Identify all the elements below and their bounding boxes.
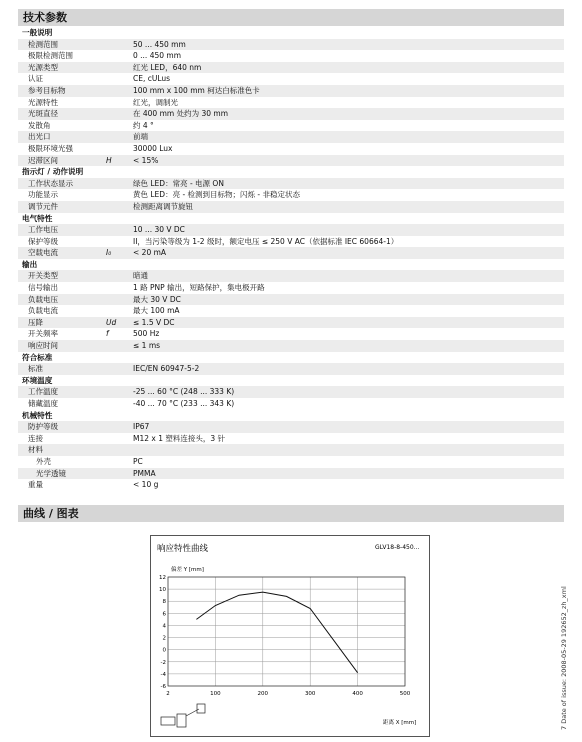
- spec-row: [18, 398, 564, 410]
- y-tick-label: 10: [159, 587, 166, 594]
- spec-label: 迟滞区间: [28, 155, 58, 165]
- y-tick-label: 8: [162, 599, 166, 606]
- spec-value: 检测距离调节旋钮: [133, 201, 193, 211]
- spec-value: 约 4 °: [133, 120, 154, 130]
- spec-row: [18, 178, 564, 190]
- spec-group-label: 电气特性: [22, 213, 53, 223]
- spec-label: 出光口: [28, 132, 51, 142]
- spec-label: 保护等级: [28, 236, 58, 246]
- spec-label: 重量: [28, 480, 43, 490]
- spec-symbol: Ud: [106, 317, 117, 327]
- curves-title: 曲线 / 图表: [23, 507, 79, 520]
- plot-border: [168, 577, 405, 686]
- spec-row: [18, 108, 564, 120]
- spec-label: 工作温度: [28, 387, 58, 397]
- spec-row: [18, 363, 564, 375]
- sensor-pictogram: [161, 717, 175, 725]
- spec-value: IEC/EN 60947-5-2: [133, 364, 200, 374]
- spec-value: 0 ... 450 mm: [133, 51, 182, 61]
- x-tick-label: 400: [352, 691, 363, 697]
- spec-label: 储藏温度: [28, 399, 58, 408]
- spec-value: 在 400 mm 处约为 30 mm: [133, 109, 229, 119]
- x-tick-label: 300: [304, 691, 316, 697]
- spec-symbol: H: [106, 155, 112, 165]
- spec-value: M12 x 1 塑料连接头，3 针: [133, 433, 226, 443]
- spec-label: 外壳: [36, 456, 51, 466]
- y-tick-label: 12: [159, 575, 166, 581]
- spec-label: 压降: [28, 317, 43, 327]
- x-axis-label: 距离 X [mm]: [383, 720, 417, 726]
- sensor-pictogram-target: [197, 704, 205, 713]
- spec-value: 100 mm x 100 mm 柯达白标准色卡: [133, 85, 260, 95]
- spec-row: [18, 189, 564, 201]
- spec-value: 最大 30 V DC: [133, 294, 181, 304]
- spec-group-label: 指示灯 / 动作说明: [22, 167, 84, 177]
- spec-row: [18, 294, 564, 306]
- spec-label: 光学透镜: [36, 468, 66, 478]
- tech-params-title: 技术参数: [23, 11, 67, 24]
- spec-value: CE, cULus: [133, 74, 171, 84]
- y-axis-label: 偏差 Y [mm]: [171, 567, 204, 573]
- y-tick-label: 2: [162, 635, 166, 642]
- spec-value: ≤ 1 ms: [133, 341, 161, 351]
- spec-row: [18, 386, 564, 398]
- spec-group-header: [18, 352, 564, 364]
- spec-label: 功能显示: [28, 190, 58, 200]
- spec-label: 负载电压: [28, 294, 58, 304]
- chart-model: GLV18-8-450...: [375, 544, 420, 551]
- spec-label: 检测范围: [28, 39, 58, 49]
- chart-svg: [151, 536, 429, 736]
- curves-header: [18, 505, 564, 522]
- x-tick-label: 500: [399, 691, 411, 697]
- spec-row: [18, 468, 564, 480]
- spec-value: PC: [133, 456, 143, 466]
- spec-value: 黄色 LED：亮 - 检测到目标物；闪烁 - 非稳定状态: [133, 190, 301, 200]
- spec-label: 参考目标物: [28, 85, 66, 95]
- spec-row: [18, 340, 564, 352]
- spec-value: -40 ... 70 °C (233 ... 343 K): [133, 399, 235, 408]
- spec-group-label: 一般说明: [22, 28, 53, 37]
- spec-row: [18, 62, 564, 74]
- spec-label: 极限检测范围: [28, 51, 73, 61]
- spec-row: [18, 456, 564, 468]
- spec-row: [18, 120, 564, 132]
- spec-value: < 20 mA: [133, 248, 167, 258]
- spec-row: [18, 97, 564, 109]
- spec-label: 工作电压: [28, 225, 58, 235]
- spec-row: [18, 201, 564, 213]
- spec-value: 最大 100 mA: [133, 306, 180, 316]
- spec-value: ≤ 1.5 V DC: [133, 317, 175, 327]
- spec-label: 认证: [28, 74, 43, 84]
- spec-label: 调节元件: [28, 201, 58, 211]
- spec-row: [18, 155, 564, 167]
- y-tick-label: 0: [162, 647, 166, 654]
- spec-row: [18, 85, 564, 97]
- spec-row: [18, 73, 564, 85]
- chart-title: 响应特性曲线: [157, 544, 209, 554]
- x-tick-label: 100: [210, 691, 221, 697]
- spec-group-header: [18, 375, 564, 387]
- spec-label: 工作状态显示: [28, 178, 73, 188]
- spec-label: 负载电流: [28, 306, 58, 316]
- sensor-pictogram-body: [177, 714, 186, 727]
- spec-label: 光源类型: [28, 62, 58, 72]
- y-tick-label: -2: [160, 659, 166, 666]
- spec-row: [18, 270, 564, 282]
- spec-value: IP67: [133, 422, 150, 432]
- y-tick-label: 4: [162, 623, 166, 630]
- y-tick-label: -4: [160, 671, 166, 678]
- spec-label: 响应时间: [28, 341, 58, 351]
- y-tick-label: 6: [162, 611, 166, 618]
- spec-row: [18, 328, 564, 340]
- spec-label: 信号输出: [28, 283, 58, 293]
- spec-value: 50 ... 450 mm: [133, 39, 186, 49]
- spec-label: 防护等级: [28, 422, 58, 432]
- spec-value: 500 Hz: [133, 329, 160, 339]
- spec-value: < 10 g: [133, 480, 159, 490]
- y-tick-label: -6: [160, 684, 166, 690]
- spec-group-header: [18, 27, 564, 39]
- tech-params-header: [18, 9, 564, 26]
- spec-row: [18, 236, 564, 248]
- spec-value: 30000 Lux: [133, 143, 173, 153]
- spec-value: II，当污染等级为 1-2 级时，额定电压 ≤ 250 V AC（依据标准 IEC 60664-1）: [133, 236, 399, 246]
- spec-row: [18, 305, 564, 317]
- spec-row: [18, 317, 564, 329]
- spec-row: [18, 39, 564, 51]
- spec-group-header: [18, 213, 564, 225]
- x-tick-label: 200: [257, 691, 269, 697]
- spec-symbol: I₀: [106, 248, 112, 258]
- spec-value: 前端: [133, 132, 148, 142]
- spec-group-header: [18, 410, 564, 422]
- spec-group-header: [18, 166, 564, 178]
- spec-row: [18, 143, 564, 155]
- spec-row: [18, 421, 564, 433]
- spec-group-label: 符合标准: [22, 352, 53, 362]
- spec-table: [18, 27, 564, 491]
- spec-label: 开关类型: [28, 271, 58, 281]
- issue-date-text: 7 Date of issue: 2008-05-29 192652_zh_xml: [560, 586, 568, 730]
- spec-label: 材料: [28, 445, 43, 455]
- spec-label: 发散角: [28, 120, 51, 130]
- spec-value: -25 ... 60 °C (248 ... 333 K): [133, 387, 235, 397]
- spec-label: 标准: [28, 364, 43, 374]
- spec-row: [18, 444, 564, 456]
- series-line: [196, 592, 357, 673]
- spec-label: 开关频率: [28, 329, 58, 339]
- spec-symbol: f: [106, 329, 109, 339]
- spec-row: [18, 247, 564, 259]
- spec-value: < 15%: [133, 155, 159, 165]
- spec-label: 连接: [28, 433, 43, 443]
- spec-row: [18, 224, 564, 236]
- spec-group-header: [18, 259, 564, 271]
- spec-label: 空载电流: [28, 248, 58, 258]
- spec-value: 红光，调制光: [133, 97, 178, 107]
- spec-value: 绿色 LED：常亮 - 电源 ON: [133, 178, 224, 188]
- spec-value: 1 路 PNP 输出，短路保护，集电极开路: [133, 283, 265, 293]
- spec-group-label: 环境温度: [22, 375, 53, 385]
- spec-group-label: 机械特性: [22, 410, 53, 420]
- spec-label: 光斑直径: [28, 109, 58, 119]
- spec-value: 红光 LED，640 nm: [133, 62, 202, 72]
- spec-label: 极限环境光强: [28, 143, 73, 153]
- spec-label: 光源特性: [28, 97, 58, 107]
- spec-row: [18, 50, 564, 62]
- spec-row: [18, 433, 564, 445]
- spec-row: [18, 479, 564, 491]
- spec-value: PMMA: [133, 468, 156, 478]
- spec-group-label: 输出: [22, 259, 38, 269]
- spec-row: [18, 282, 564, 294]
- spec-value: 10 ... 30 V DC: [133, 225, 185, 235]
- x-tick-label: 2: [166, 691, 170, 697]
- spec-row: [18, 131, 564, 143]
- spec-value: 暗通: [133, 271, 148, 281]
- response-chart: [150, 535, 430, 737]
